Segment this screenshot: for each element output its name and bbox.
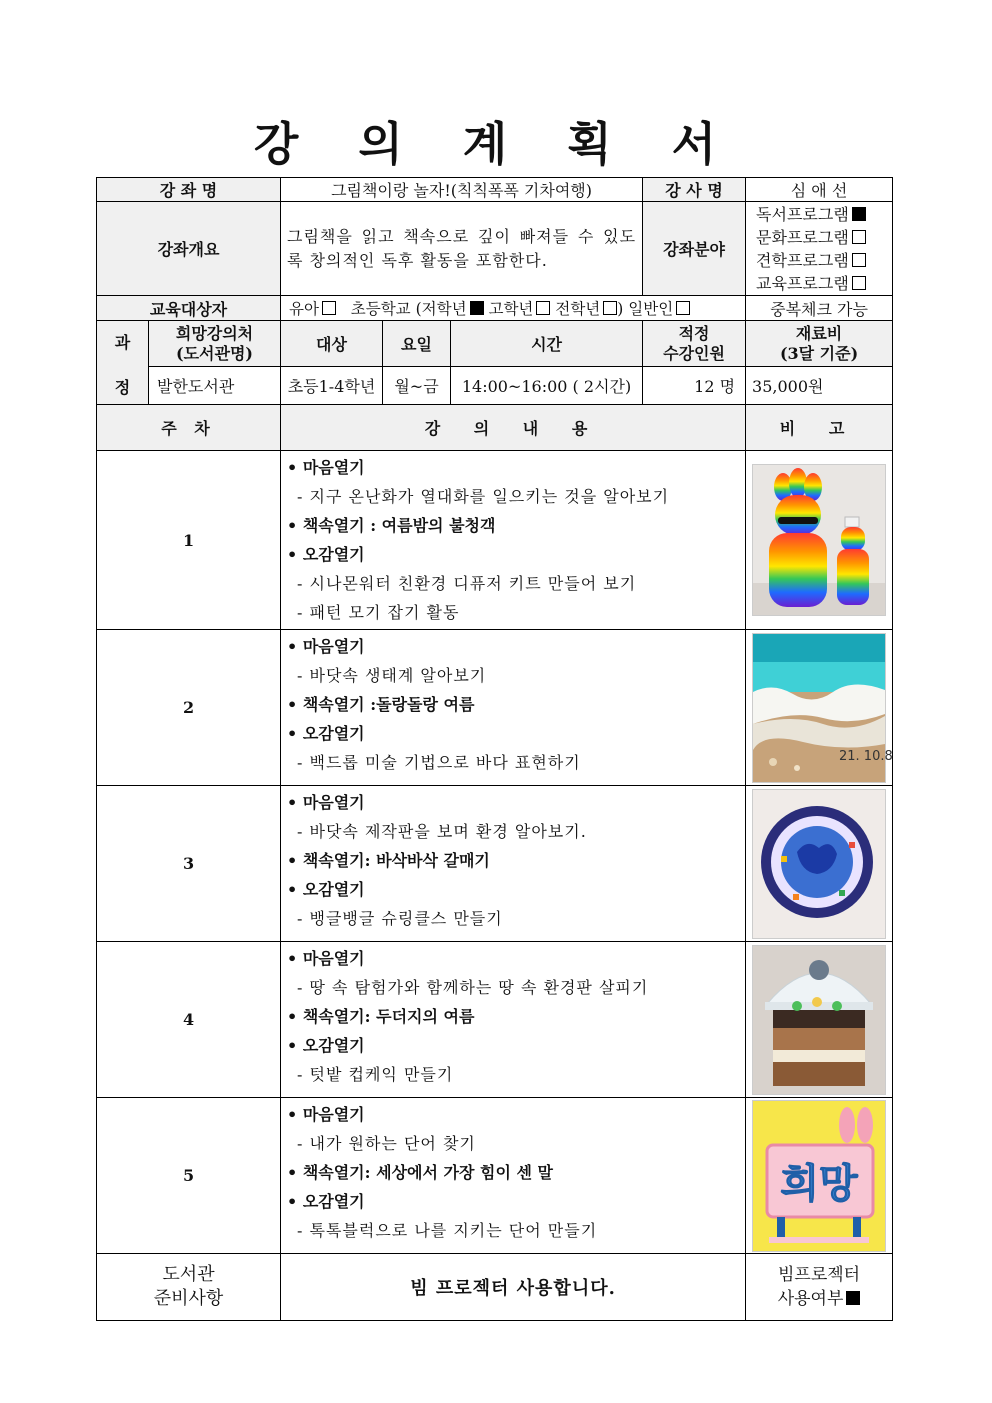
field-option-education: 교육프로그램 — [756, 272, 888, 295]
time-header: 시간 — [451, 321, 643, 367]
week-number: 5 — [97, 1098, 281, 1254]
process-header-row — [97, 321, 893, 367]
checkbox-icon — [852, 230, 866, 244]
week-row-5 — [97, 1098, 893, 1254]
overview-text: 그림책을 읽고 책속으로 깊이 빠져들 수 있도록 창의적인 독후 활동을 포함한다. — [281, 202, 643, 296]
field-option-culture: 문화프로그램 — [756, 226, 888, 249]
checkbox-icon — [536, 301, 550, 315]
week-photo-cell — [746, 1098, 893, 1254]
checked-box-icon — [852, 207, 866, 221]
field-option-reading: 독서프로그램 — [756, 203, 888, 226]
overview-row — [97, 202, 893, 296]
field-label: 강좌분야 — [643, 202, 746, 296]
course-name-label: 강 좌 명 — [97, 178, 281, 202]
note-header: 비 고 — [746, 405, 893, 451]
shrinkles-disc-photo — [752, 789, 886, 939]
overview-label: 강좌개요 — [97, 202, 281, 296]
week-photo-cell — [746, 786, 893, 942]
target-label: 교육대상자 — [97, 296, 281, 321]
checkbox-icon — [852, 276, 866, 290]
library-header: 희망강의처 (도서관명) — [149, 321, 281, 367]
week-header: 주 차 — [97, 405, 281, 451]
time-value: 14:00~16:00 ( 2시간) — [451, 367, 643, 405]
library-name: 발한도서관 — [149, 367, 281, 405]
process-label: 과 정 — [97, 321, 149, 405]
projector-note: 빔프로젝터 사용여부 — [746, 1254, 893, 1321]
field-options — [746, 202, 893, 296]
svg-text:희망: 희망 — [780, 1160, 858, 1207]
week-photo-cell — [746, 630, 893, 786]
prep-content: 빔 프로젝터 사용합니다. — [281, 1254, 746, 1321]
multi-check-note: 중복체크 가능 — [746, 296, 893, 321]
page-title: 강 의 계 획 서 — [253, 117, 739, 171]
week-photo-cell — [746, 451, 893, 630]
week-content: • 마음열기 - 내가 원하는 단어 찾기 • 책속열기: 세상에서 가장 힘이 센 말 • 오감열기 - 톡톡블럭으로 나를 지키는 단어 만들기 — [281, 1098, 746, 1254]
prep-row — [97, 1254, 893, 1321]
sea-backdrop-art-photo — [752, 633, 893, 783]
process-values-row — [97, 367, 893, 405]
course-name-row — [97, 178, 893, 202]
material-value: 35,000원 — [746, 367, 893, 405]
target-row — [97, 296, 893, 321]
audience-header: 대상 — [281, 321, 383, 367]
week-number: 3 — [97, 786, 281, 942]
week-row-3 — [97, 786, 893, 942]
prep-label: 도서관 준비사항 — [97, 1254, 281, 1321]
svg-text:21. 10.8: 21. 10.8 — [839, 748, 893, 764]
audience-value: 초등1-4학년 — [281, 367, 383, 405]
capacity-header: 적정 수강인원 — [643, 321, 746, 367]
week-number: 4 — [97, 942, 281, 1098]
block-word-photo — [752, 1100, 886, 1252]
week-content: • 마음열기 - 지구 온난화가 열대화를 일으키는 것을 알아보기 • 책속열기 : 여름밤의 불청객 • 오감열기 - 시나몬워터 친환경 디퓨저 키트 만들어 보기 - 패턴 모기 잡기 활동 — [281, 451, 746, 630]
instructor-label: 강 사 명 — [643, 178, 746, 202]
instructor-name: 심 애 선 — [746, 178, 893, 202]
field-option-tour: 견학프로그램 — [756, 249, 888, 272]
checkbox-icon — [603, 301, 617, 315]
checkbox-icon — [676, 301, 690, 315]
week-row-1 — [97, 451, 893, 630]
checkbox-icon — [852, 253, 866, 267]
target-options: 유아 초등학교 (저학년 고학년 전학년 ) 일반인 — [281, 296, 746, 321]
days-value: 월~금 — [383, 367, 451, 405]
week-row-4 — [97, 942, 893, 1098]
checkbox-icon — [322, 301, 336, 315]
checked-box-icon — [846, 1291, 860, 1305]
days-header: 요일 — [383, 321, 451, 367]
week-content: • 마음열기 - 바닷속 생태계 알아보기 • 책속열기 :돌랑돌랑 여름 • 오감열기 - 백드롭 미술 기법으로 바다 표현하기 — [281, 630, 746, 786]
week-content: • 마음열기 - 바닷속 제작판을 보며 환경 알아보기. • 책속열기: 바삭바삭 갈매기 • 오감열기 - 뱅글뱅글 슈링클스 만들기 — [281, 786, 746, 942]
material-header: 재료비 (3달 기준) — [746, 321, 893, 367]
week-content: • 마음열기 - 땅 속 탐험가와 함께하는 땅 속 환경판 살피기 • 책속열기: 두더지의 여름 • 오감열기 - 텃밭 컵케익 만들기 — [281, 942, 746, 1098]
course-name: 그림책이랑 놀자!(칙칙폭폭 기차여행) — [281, 178, 643, 202]
capacity-value: 12 명 — [643, 367, 746, 405]
checked-box-icon — [470, 301, 484, 315]
week-row-2 — [97, 630, 893, 786]
content-header: 강 의 내 용 — [281, 405, 746, 451]
week-number: 2 — [97, 630, 281, 786]
week-photo-cell — [746, 942, 893, 1098]
garden-cupcake-photo — [752, 945, 886, 1095]
schedule-header-row — [97, 405, 893, 451]
diffuser-bottles-photo — [752, 464, 886, 616]
week-number: 1 — [97, 451, 281, 630]
lecture-plan-table — [96, 177, 893, 1321]
